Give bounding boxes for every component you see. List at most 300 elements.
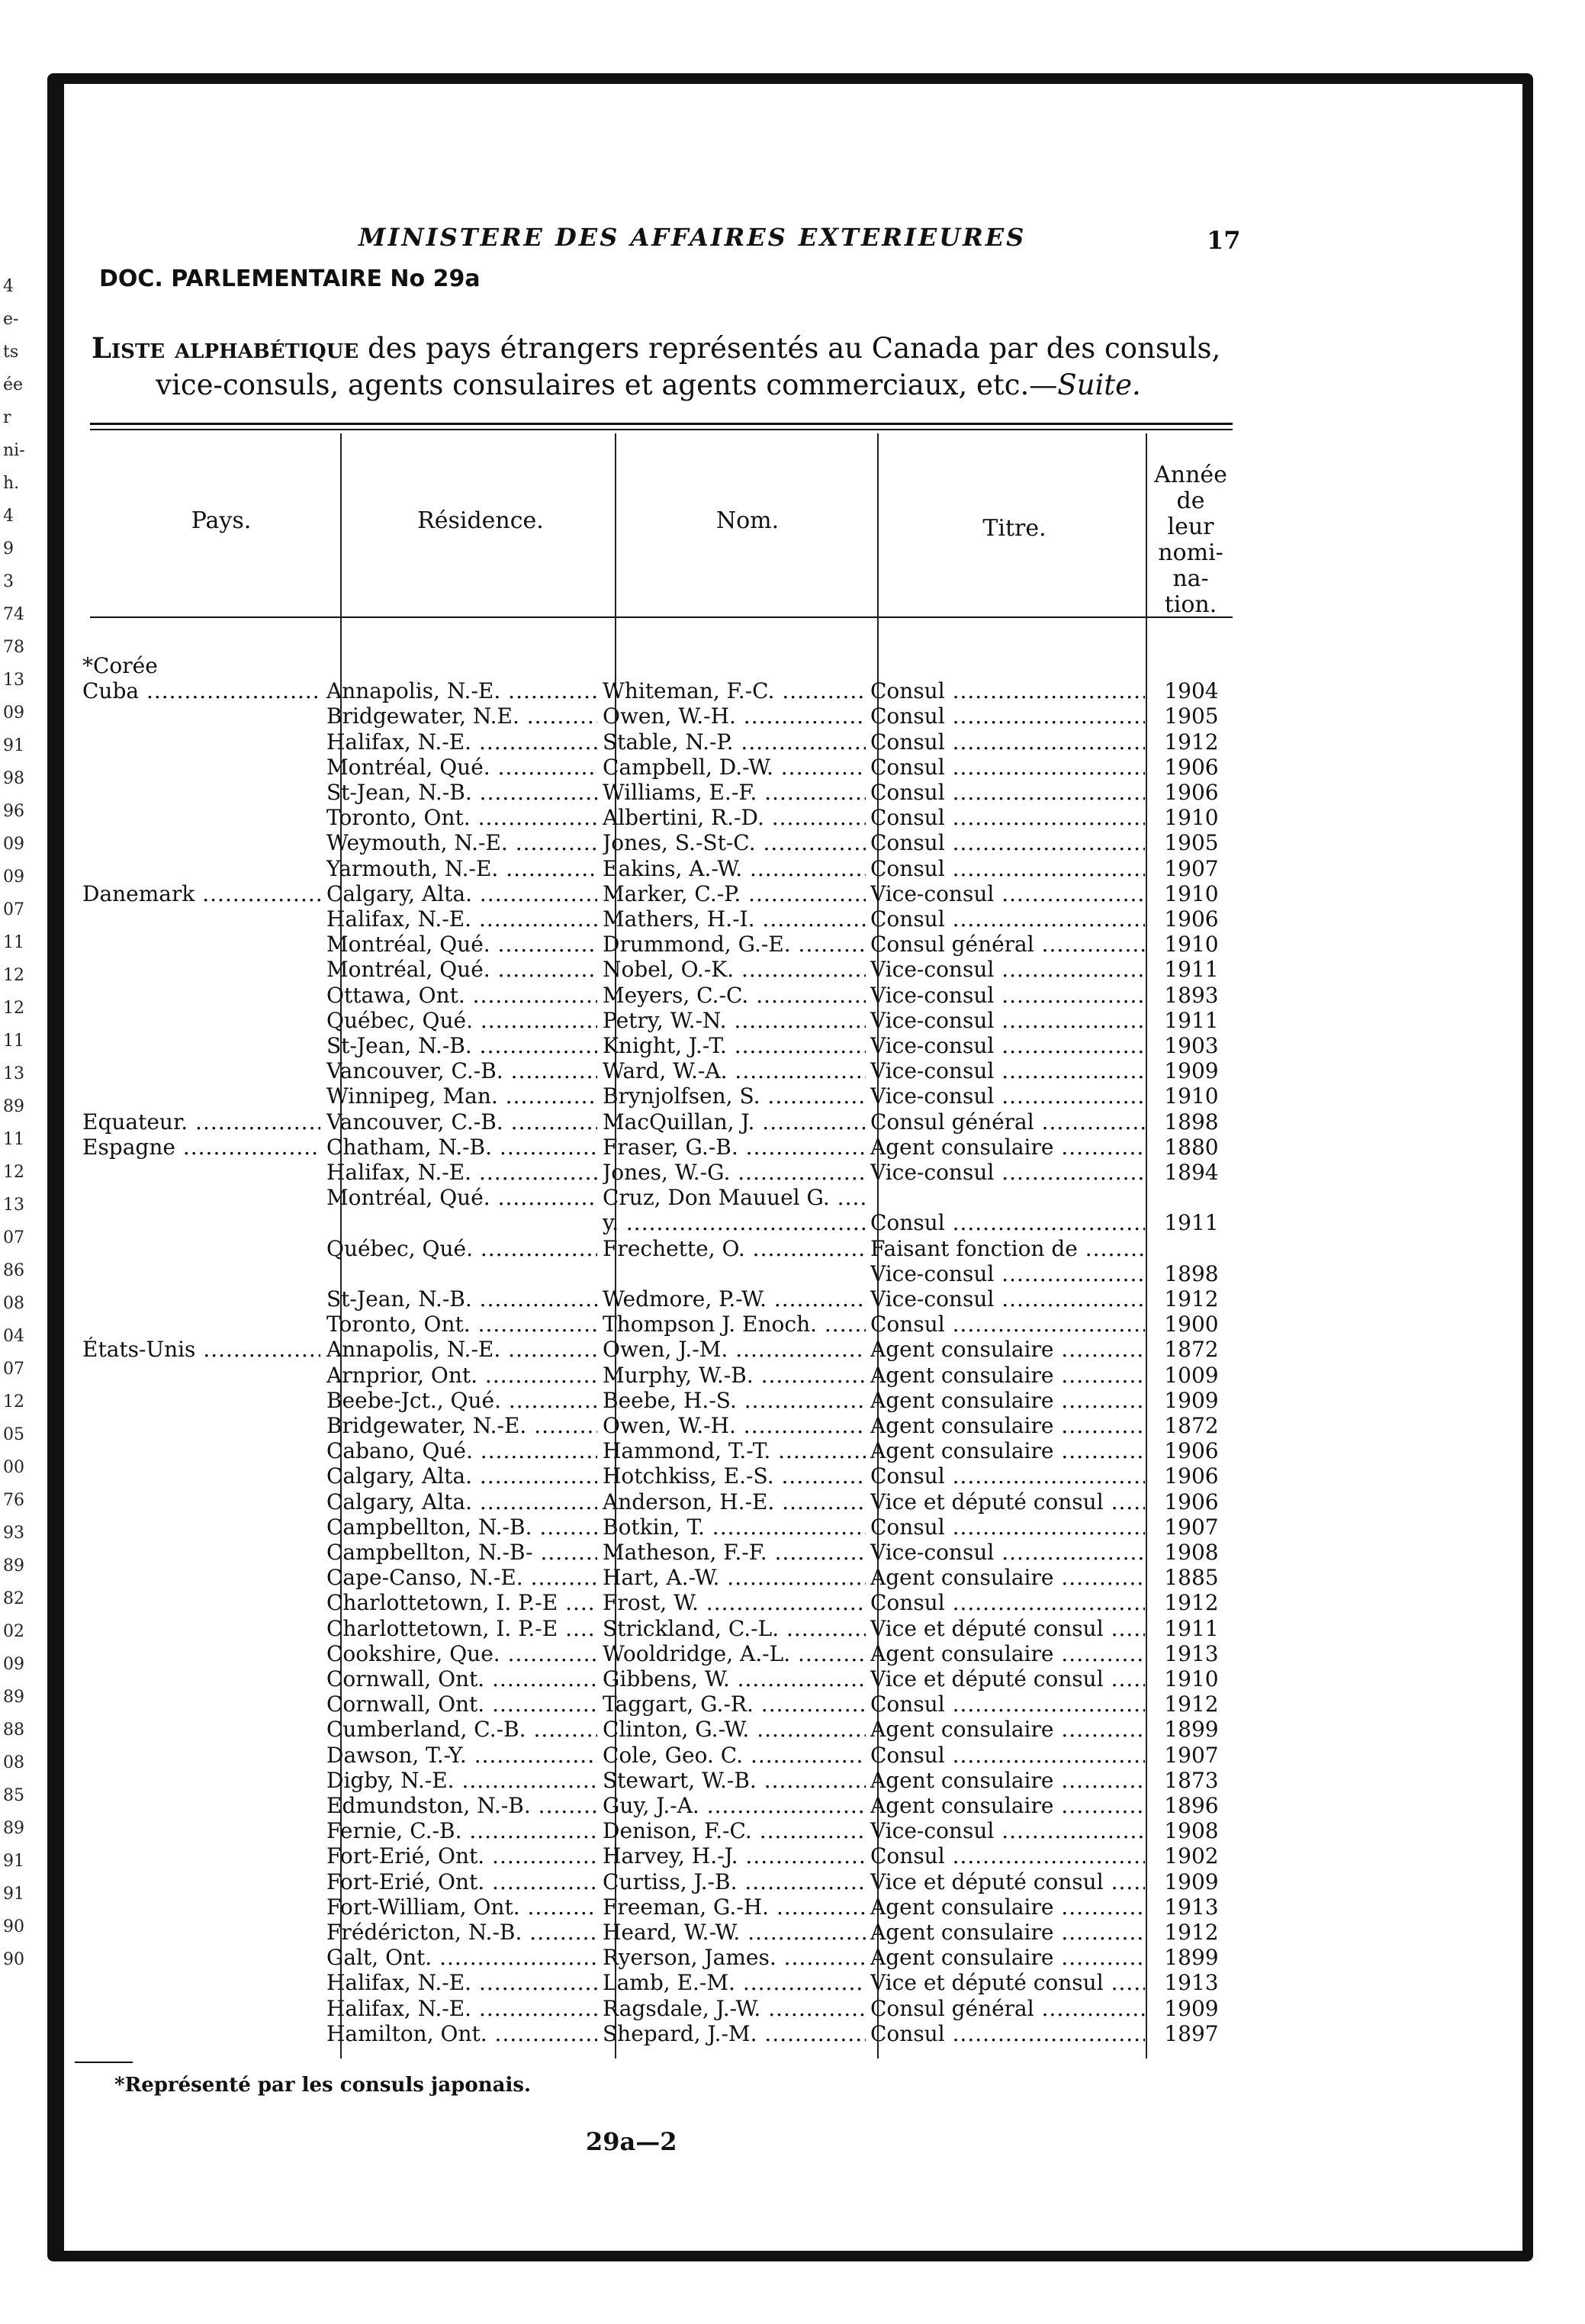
cell-titre: Consul ..... <box>870 1691 1145 1717</box>
cell-titre: Vice-consul ..... <box>870 1160 1145 1186</box>
cell-nom: Ward, W.-A. ..... <box>603 1058 866 1084</box>
cell-residence: Fort-Erié, Ont. ..... <box>326 1843 597 1869</box>
cell-nom: Beebe, H.-S. ..... <box>603 1388 866 1414</box>
cell-annee: 1896 <box>1164 1793 1219 1818</box>
margin-fragment: 82 <box>3 1589 24 1608</box>
margin-fragment: 4 <box>3 277 14 296</box>
cell-residence: Winnipeg, Man. ..... <box>326 1083 597 1109</box>
table-row <box>82 1691 1234 1717</box>
cell-titre: Faisant fonction de ..... <box>870 1236 1145 1262</box>
cell-residence: Québec, Qué. ..... <box>326 1008 597 1034</box>
table-row <box>82 1843 1234 1869</box>
cell-annee: 1880 <box>1164 1134 1219 1160</box>
cell-annee: 1909 <box>1164 1387 1219 1413</box>
table-row <box>82 1083 1234 1109</box>
margin-fragment: 07 <box>3 1228 24 1247</box>
table-row <box>82 1236 1234 1262</box>
cell-annee: 1872 <box>1164 1413 1219 1438</box>
margin-fragment: 09 <box>3 703 24 723</box>
cell-titre: Consul ..... <box>870 2021 1145 2047</box>
cell-residence: Halifax, N.-E. ..... <box>326 729 597 755</box>
cell-residence: Cookshire, Que. ..... <box>326 1641 597 1667</box>
cell-residence: Yarmouth, N.-E. ..... <box>326 856 597 882</box>
cell-titre: Vice-consul ..... <box>870 1033 1145 1059</box>
footnote: *Représenté par les consuls japonais. <box>114 2074 532 2097</box>
table-row <box>82 1793 1234 1819</box>
margin-fragment: 11 <box>3 1032 24 1051</box>
cell-pays: Cuba ..... <box>82 678 320 704</box>
cell-annee: 1907 <box>1164 855 1219 881</box>
cell-titre: Consul général ..... <box>870 932 1145 958</box>
cell-nom: Lamb, E.-M. ..... <box>603 1970 866 1996</box>
cell-titre: Consul ..... <box>870 830 1145 856</box>
cell-annee: 1909 <box>1164 1995 1219 2021</box>
cell-titre: Agent consulaire ..... <box>870 1438 1145 1464</box>
cell-nom: Mathers, H.-I. ..... <box>603 906 866 932</box>
cell-titre: Agent consulaire ..... <box>870 1363 1145 1389</box>
cell-nom: y. ..... <box>603 1210 866 1236</box>
cell-annee: 1911 <box>1164 957 1219 983</box>
table-row <box>82 906 1234 932</box>
cell-titre: Consul ..... <box>870 856 1145 882</box>
cell-nom: Drummond, G.-E. ..... <box>603 932 866 958</box>
table-row <box>82 1160 1234 1186</box>
margin-fragment: 07 <box>3 1360 24 1379</box>
annee-header-line: tion. <box>1164 591 1217 618</box>
margin-fragment: 13 <box>3 1196 24 1215</box>
cell-annee: 1906 <box>1164 1463 1219 1489</box>
cell-titre: Agent consulaire ..... <box>870 1641 1145 1667</box>
cell-nom: Ragsdale, J.-W. ..... <box>603 1996 866 2022</box>
table-row <box>82 1413 1234 1439</box>
cell-pays: Danemark ..... <box>82 881 320 907</box>
table-row <box>82 1920 1234 1946</box>
cell-nom: Jones, S.-St-C. ..... <box>603 830 866 856</box>
cell-nom: Stable, N.-P. ..... <box>603 729 866 755</box>
cell-nom: Thompson J. Enoch. ..... <box>603 1312 866 1337</box>
cell-residence: Cabano, Qué. ..... <box>326 1438 597 1464</box>
cell-nom: Clinton, G.-W. ..... <box>603 1717 866 1743</box>
cell-residence: Bridgewater, N.E. ..... <box>326 703 597 729</box>
table-row <box>82 1185 1234 1211</box>
margin-fragment: 08 <box>3 1753 24 1772</box>
cell-residence: Hamilton, Ont. ..... <box>326 2021 597 2047</box>
cell-titre: Consul ..... <box>870 703 1145 729</box>
cell-nom: Frost, W. ..... <box>603 1590 866 1616</box>
cell-annee: 1910 <box>1164 932 1219 958</box>
title-smallcaps: Liste alphabétique <box>92 331 359 365</box>
table-row <box>82 830 1234 856</box>
table-row <box>82 678 1234 704</box>
cell-annee: 1912 <box>1164 1286 1219 1312</box>
cell-nom: Stewart, W.-B. ..... <box>603 1768 866 1794</box>
cell-nom: Shepard, J.-M. ..... <box>603 2021 866 2047</box>
cell-residence: Halifax, N.-E. ..... <box>326 1970 597 1996</box>
margin-fragment: 90 <box>3 1950 24 1969</box>
cell-nom: Gibbens, W. ..... <box>603 1666 866 1692</box>
margin-fragment: 12 <box>3 1163 24 1182</box>
cell-titre: Vice-consul ..... <box>870 1058 1145 1084</box>
cell-annee: 1905 <box>1164 703 1219 729</box>
table-row <box>82 1058 1234 1084</box>
page-number: 17 <box>1207 226 1241 255</box>
margin-fragment: 3 <box>3 572 14 591</box>
cell-nom: Murphy, W.-B. ..... <box>603 1363 866 1389</box>
cell-titre: Consul ..... <box>870 1590 1145 1616</box>
margin-fragment: 13 <box>3 671 24 690</box>
cell-titre: Agent consulaire ..... <box>870 1717 1145 1743</box>
cell-annee: 1910 <box>1164 1083 1219 1109</box>
table-row <box>82 653 1234 679</box>
margin-fragment: ée <box>3 375 24 394</box>
table-row <box>82 1337 1234 1363</box>
margin-fragment: 00 <box>3 1458 24 1477</box>
cell-annee: 1906 <box>1164 1489 1219 1514</box>
doc-label: DOC. PARLEMENTAIRE No 29a <box>99 266 481 292</box>
cell-residence: Calgary, Alta. ..... <box>326 1489 597 1515</box>
margin-fragment: 91 <box>3 1852 24 1871</box>
cell-annee: 1900 <box>1164 1312 1219 1337</box>
cell-annee: 1903 <box>1164 1033 1219 1058</box>
table-row <box>82 1286 1234 1312</box>
cell-residence: Montréal, Qué. ..... <box>326 932 597 958</box>
cell-nom: Taggart, G.-R. ..... <box>603 1691 866 1717</box>
cell-nom: Owen, J.-M. ..... <box>603 1337 866 1363</box>
table-row <box>82 1363 1234 1389</box>
cell-titre: Vice-consul ..... <box>870 957 1145 983</box>
annee-header-line: na- <box>1172 565 1209 592</box>
cell-annee: 1910 <box>1164 880 1219 906</box>
cell-titre: Consul ..... <box>870 805 1145 831</box>
cell-titre: Vice-consul ..... <box>870 1008 1145 1034</box>
cell-nom: Heard, W.-W. ..... <box>603 1920 866 1946</box>
cell-pays: Espagne ..... <box>82 1135 320 1160</box>
cell-residence: Fort-William, Ont. ..... <box>326 1894 597 1920</box>
cell-residence: Montréal, Qué. ..... <box>326 1185 597 1211</box>
cell-residence: St-Jean, N.-B. ..... <box>326 1033 597 1059</box>
cell-residence: Edmundston, N.-B. ..... <box>326 1793 597 1819</box>
cell-residence: Annapolis, N.-E. ..... <box>326 678 597 704</box>
margin-fragment: 11 <box>3 933 24 952</box>
cell-titre: Vice-consul ..... <box>870 1540 1145 1566</box>
cell-nom: Whiteman, F.-C. ..... <box>603 678 866 704</box>
title-suite: Suite. <box>1057 369 1141 401</box>
table-row <box>82 881 1234 907</box>
cell-titre: Vice et député consul ..... <box>870 1616 1145 1642</box>
cell-annee: 1911 <box>1164 1007 1219 1033</box>
margin-fragment: 76 <box>3 1491 24 1510</box>
margin-fragment: 09 <box>3 835 24 854</box>
cell-nom: Frechette, O. ..... <box>603 1236 866 1262</box>
cell-titre: Vice-consul ..... <box>870 1818 1145 1844</box>
cell-residence: Calgary, Alta. ..... <box>326 1463 597 1489</box>
cell-annee: 1906 <box>1164 1438 1219 1464</box>
cell-nom: Denison, F.-C. ..... <box>603 1818 866 1844</box>
cell-nom: Albertini, R.-D. ..... <box>603 805 866 831</box>
cell-titre: Vice-consul ..... <box>870 881 1145 907</box>
cell-residence: Cumberland, C.-B. ..... <box>326 1717 597 1743</box>
cell-nom: Hotchkiss, E.-S. ..... <box>603 1463 866 1489</box>
table-row <box>82 1894 1234 1920</box>
cell-residence: St-Jean, N.-B. ..... <box>326 780 597 806</box>
cell-annee: 1906 <box>1164 906 1219 932</box>
cell-nom: Eakins, A.-W. ..... <box>603 856 866 882</box>
table-row <box>82 1590 1234 1616</box>
table-row <box>82 1540 1234 1566</box>
cell-pays: *Corée <box>82 653 158 678</box>
cell-residence: Campbellton, N.-B- ..... <box>326 1540 597 1566</box>
margin-fragment: 98 <box>3 769 24 788</box>
cell-annee: 1912 <box>1164 1590 1219 1616</box>
table-row <box>82 2021 1234 2047</box>
title-line2: vice-consuls, agents consulaires et agents commerciaux, etc.— <box>156 369 1058 401</box>
top-double-rule-2 <box>90 429 1233 430</box>
cell-titre: Agent consulaire ..... <box>870 1565 1145 1591</box>
cell-residence: Annapolis, N.-E. ..... <box>326 1337 597 1363</box>
margin-fragment: 07 <box>3 900 24 919</box>
column-header-titre: Titre. <box>982 515 1046 542</box>
cell-residence: Arnprior, Ont. ..... <box>326 1363 597 1389</box>
cell-residence: Cape-Canso, N.-E. ..... <box>326 1565 597 1591</box>
margin-fragment: 08 <box>3 1294 24 1313</box>
margin-fragment: h. <box>3 474 20 493</box>
cell-pays: Equateur. ..... <box>82 1109 320 1135</box>
cell-annee: 1907 <box>1164 1514 1219 1540</box>
table-row <box>82 957 1234 983</box>
cell-nom: Curtiss, J.-B. ..... <box>603 1869 866 1895</box>
cell-residence: Bridgewater, N.-E. ..... <box>326 1413 597 1439</box>
table-row <box>82 1818 1234 1844</box>
cell-nom: Freeman, G.-H. ..... <box>603 1894 866 1920</box>
cell-annee: 1893 <box>1164 982 1219 1008</box>
cell-titre: Consul ..... <box>870 755 1145 781</box>
margin-fragment: 89 <box>3 1819 24 1838</box>
cell-residence: Weymouth, N.-E. ..... <box>326 830 597 856</box>
table-row <box>82 1008 1234 1034</box>
cell-annee: 1908 <box>1164 1818 1219 1844</box>
cell-residence: Charlottetown, I. P.-E ..... <box>326 1590 597 1616</box>
margin-fragment: 02 <box>3 1622 24 1641</box>
cell-nom: Meyers, C.-C. ..... <box>603 983 866 1009</box>
margin-fragment: 12 <box>3 1392 24 1411</box>
table-row <box>82 1388 1234 1414</box>
margin-fragment: 93 <box>3 1524 24 1543</box>
cell-annee: 1910 <box>1164 805 1219 831</box>
margin-fragment: 89 <box>3 1688 24 1707</box>
cell-nom: Owen, W.-H. ..... <box>603 703 866 729</box>
margin-fragment: 12 <box>3 999 24 1018</box>
cell-pays: États-Unis ..... <box>82 1337 320 1363</box>
margin-fragment: 11 <box>3 1130 24 1149</box>
table-row <box>82 1717 1234 1743</box>
table-row <box>82 755 1234 781</box>
header-rule <box>90 616 1233 618</box>
cell-titre: Vice et député consul ..... <box>870 1489 1145 1515</box>
cell-titre: Vice-consul ..... <box>870 1261 1145 1287</box>
cell-titre: Consul ..... <box>870 906 1145 932</box>
margin-fragment: 89 <box>3 1556 24 1576</box>
table-row <box>82 1641 1234 1667</box>
cell-residence: Frédéricton, N.-B. ..... <box>326 1920 597 1946</box>
cell-nom: Harvey, H.-J. ..... <box>603 1843 866 1869</box>
cell-annee: 1894 <box>1164 1160 1219 1185</box>
cell-nom: Matheson, F.-F. ..... <box>603 1540 866 1566</box>
cell-annee: 1897 <box>1164 2020 1219 2046</box>
cell-annee: 1909 <box>1164 1058 1219 1084</box>
cell-titre: Agent consulaire ..... <box>870 1337 1145 1363</box>
cell-nom: Owen, W.-H. ..... <box>603 1413 866 1439</box>
cell-annee: 1885 <box>1164 1565 1219 1591</box>
cell-titre: Agent consulaire ..... <box>870 1413 1145 1439</box>
table-row <box>82 1489 1234 1515</box>
table-row <box>82 1945 1234 1971</box>
cell-nom: Guy, J.-A. ..... <box>603 1793 866 1819</box>
title-line1: des pays étrangers représentés au Canada par des consuls, <box>358 332 1221 365</box>
cell-residence: Montréal, Qué. ..... <box>326 957 597 983</box>
table-row <box>82 805 1234 831</box>
cell-nom: Cole, Geo. C. ..... <box>603 1743 866 1769</box>
cell-nom: Brynjolfsen, S. ..... <box>603 1083 866 1109</box>
table-row <box>82 1463 1234 1489</box>
margin-fragment: 78 <box>3 638 24 657</box>
cell-titre: Consul général ..... <box>870 1109 1145 1135</box>
cell-titre: Agent consulaire ..... <box>870 1135 1145 1160</box>
margin-fragment: 96 <box>3 802 24 821</box>
cell-titre: Agent consulaire ..... <box>870 1894 1145 1920</box>
cell-titre: Agent consulaire ..... <box>870 1388 1145 1414</box>
cell-nom: Ryerson, James. ..... <box>603 1945 866 1971</box>
margin-fragment: ts <box>3 343 19 362</box>
cell-nom: Campbell, D.-W. ..... <box>603 755 866 781</box>
cell-titre: Consul ..... <box>870 729 1145 755</box>
cell-residence: Vancouver, C.-B. ..... <box>326 1109 597 1135</box>
cell-titre: Vice et député consul ..... <box>870 1666 1145 1692</box>
cell-titre: Consul général ..... <box>870 1996 1145 2022</box>
column-header-pays: Pays. <box>191 507 252 534</box>
cell-titre: Vice-consul ..... <box>870 1286 1145 1312</box>
cell-annee: 1911 <box>1164 1210 1219 1236</box>
margin-fragment: 86 <box>3 1261 24 1280</box>
margin-fragment: ni- <box>3 441 25 460</box>
cell-nom: Strickland, C.-L. ..... <box>603 1616 866 1642</box>
cell-residence: Québec, Qué. ..... <box>326 1236 597 1262</box>
cell-residence: Ottawa, Ont. ..... <box>326 983 597 1009</box>
cell-residence: Fernie, C.-B. ..... <box>326 1818 597 1844</box>
table-row <box>82 1312 1234 1337</box>
margin-fragment: 4 <box>3 507 14 526</box>
cell-annee: 1898 <box>1164 1260 1219 1286</box>
cell-annee: 1905 <box>1164 830 1219 856</box>
cell-annee: 1910 <box>1164 1666 1219 1691</box>
cell-residence: Cornwall, Ont. ..... <box>326 1666 597 1692</box>
margin-fragment: 91 <box>3 1885 24 1904</box>
table-row <box>82 1514 1234 1540</box>
margin-fragment: 90 <box>3 1917 24 1936</box>
cell-titre: Consul ..... <box>870 678 1145 704</box>
table-row <box>82 1109 1234 1135</box>
cell-annee: 1872 <box>1164 1337 1219 1363</box>
table-row <box>82 1565 1234 1591</box>
margin-fragment: 09 <box>3 867 24 887</box>
cell-residence: Fort-Erié, Ont. ..... <box>326 1869 597 1895</box>
cell-residence: Halifax, N.-E. ..... <box>326 1160 597 1186</box>
margin-fragment: 85 <box>3 1786 24 1805</box>
cell-residence: Beebe-Jct., Qué. ..... <box>326 1388 597 1414</box>
cell-titre: Agent consulaire ..... <box>870 1768 1145 1794</box>
table-row <box>82 856 1234 882</box>
cell-residence: Digby, N.-E. ..... <box>326 1768 597 1794</box>
table-row <box>82 1666 1234 1692</box>
cell-annee: 1902 <box>1164 1843 1219 1869</box>
cell-residence: Halifax, N.-E. ..... <box>326 906 597 932</box>
cell-nom: Hammond, T.-T. ..... <box>603 1438 866 1464</box>
cell-nom: Botkin, T. ..... <box>603 1514 866 1540</box>
column-header-nom: Nom. <box>715 507 780 534</box>
table-row <box>82 1616 1234 1642</box>
cell-nom: Wooldridge, A.-L. ..... <box>603 1641 866 1667</box>
margin-fragment: 74 <box>3 605 24 624</box>
cell-annee: 1906 <box>1164 754 1219 780</box>
cell-residence: Toronto, Ont. ..... <box>326 1312 597 1337</box>
table-row <box>82 703 1234 729</box>
table-row <box>82 932 1234 958</box>
cell-residence: Calgary, Alta. ..... <box>326 881 597 907</box>
table-row <box>82 780 1234 806</box>
margin-fragment: 89 <box>3 1097 24 1116</box>
table-row <box>82 983 1234 1009</box>
cell-titre: Vice et député consul ..... <box>870 1970 1145 1996</box>
cell-residence: Chatham, N.-B. ..... <box>326 1135 597 1160</box>
table-row <box>82 1135 1234 1160</box>
cell-residence: Charlottetown, I. P.-E ..... <box>326 1616 597 1642</box>
cell-residence: Dawson, T.-Y. ..... <box>326 1743 597 1769</box>
cell-annee: 1904 <box>1164 678 1219 704</box>
cell-annee: 1873 <box>1164 1767 1219 1793</box>
margin-fragment: 9 <box>3 539 14 558</box>
cell-nom: Cruz, Don Mauuel G. ..... <box>603 1185 866 1211</box>
table-row <box>82 1970 1234 1996</box>
cell-nom: Petry, W.-N. ..... <box>603 1008 866 1034</box>
margin-fragment: e- <box>3 310 19 329</box>
cell-nom: MacQuillan, J. ..... <box>603 1109 866 1135</box>
cell-nom: Hart, A.-W. ..... <box>603 1565 866 1591</box>
table-row <box>82 1033 1234 1059</box>
cell-annee: 1913 <box>1164 1970 1219 1996</box>
table-row <box>82 1768 1234 1794</box>
cell-titre: Consul ..... <box>870 1312 1145 1337</box>
margin-fragment: 13 <box>3 1064 24 1083</box>
margin-fragment: 91 <box>3 736 24 755</box>
cell-residence: Halifax, N.-E. ..... <box>326 1996 597 2022</box>
cell-annee: 1906 <box>1164 780 1219 805</box>
cell-residence: St-Jean, N.-B. ..... <box>326 1286 597 1312</box>
cell-annee: 1913 <box>1164 1640 1219 1666</box>
column-header-annee <box>1149 462 1233 618</box>
footnote-rule <box>75 2062 133 2063</box>
cell-titre: Agent consulaire ..... <box>870 1945 1145 1971</box>
margin-fragment: r <box>3 408 11 427</box>
table-row <box>82 1438 1234 1464</box>
cell-residence: Toronto, Ont. ..... <box>326 805 597 831</box>
cell-titre: Consul ..... <box>870 1514 1145 1540</box>
margin-fragment: 12 <box>3 966 24 985</box>
column-header-residence: Résidence. <box>417 507 544 534</box>
table-row <box>82 1261 1234 1287</box>
cell-titre: Consul ..... <box>870 1843 1145 1869</box>
cell-nom: Williams, E.-F. ..... <box>603 780 866 806</box>
cell-nom: Jones, W.-G. ..... <box>603 1160 866 1186</box>
table-row <box>82 1996 1234 2022</box>
